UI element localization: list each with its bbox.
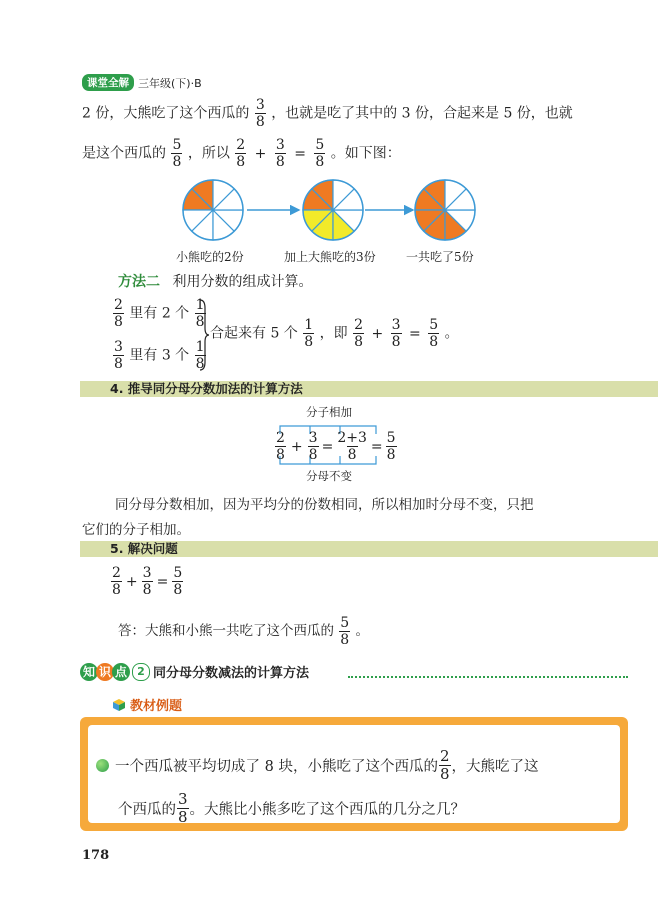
composition-combined: 合起来有 5 个 $\frac{1}{8}$ ，即 $\frac{2}{8}$ + $\frac{3}{8}$ = $\frac{5}{8}$ 。 xyxy=(210,317,459,350)
composition-row-1: $\frac{2}{8}$ 里有 2 个 $\frac{1}{8}$ xyxy=(114,297,205,330)
kp-badge-shi: 识 xyxy=(96,663,114,681)
pie-total xyxy=(415,180,475,240)
header-badge: 课堂全解 xyxy=(82,74,134,91)
knowledge-point-2-header xyxy=(80,660,628,684)
example-label: 教材例题 xyxy=(130,699,183,714)
example-problem-box xyxy=(80,717,628,831)
pie-bear-small xyxy=(183,180,243,240)
answer-line: 答：大熊和小熊一共吃了这个西瓜的 $\frac{5}{8}$ 。 xyxy=(118,615,370,648)
kp-badge-zhi: 知 xyxy=(80,663,98,681)
kp-title: 同分母分数减法的计算方法 xyxy=(153,666,310,681)
header-grade: 三年级(下)·B xyxy=(138,76,202,90)
para1-line2: 是这个西瓜的 $\frac{5}{8}$ ，所以 $\frac{2}{8}$ + $\frac{3}{8}$ = $\frac{5}{8}$ 。如下图： xyxy=(82,137,401,170)
para4-line1: 同分母分数相加，因为平均分的份数相同，所以相加时分母不变，只把 xyxy=(115,497,534,513)
example-problem-inner xyxy=(88,725,620,826)
problem-bullet-icon xyxy=(96,759,109,772)
kp-number: 2 xyxy=(132,663,150,681)
section-4-header xyxy=(80,381,658,397)
page-number: 178 xyxy=(82,848,110,863)
problem-line2: 个西瓜的 $\frac{3}{8}$ 。大熊比小熊多吃了这个西瓜的几分之几？ xyxy=(118,790,466,826)
watermelon-pie-diagram xyxy=(175,178,515,242)
cube-icon xyxy=(112,698,126,712)
method2-text: 利用分数的组成计算。 xyxy=(172,274,313,290)
example-label-row xyxy=(112,695,182,714)
pie-caption-1: 小熊吃的2份 xyxy=(176,250,244,264)
para1-line1: 2 份，大熊吃了这个西瓜的 $\frac{3}{8}$ ，也就是吃了其中的 3 份，合起来是 5 份，也就 xyxy=(82,97,573,130)
composition-row-2: $\frac{3}{8}$ 里有 3 个 $\frac{1}{8}$ xyxy=(114,339,205,372)
diagram-top-label: 分子相加 xyxy=(306,405,352,419)
diagram-formula: $\frac{2}{8}$ + $\frac{3}{8}$ = $\frac{2+3}{8}$ = $\frac{5}{8}$ xyxy=(276,430,396,463)
kp-dotted-line xyxy=(348,676,628,678)
method2-label: 方法二 xyxy=(118,274,160,290)
brace xyxy=(198,298,210,372)
solution-equation: $\frac{2}{8}$ + $\frac{3}{8}$ = $\frac{5}{8}$ xyxy=(112,565,183,598)
pie-bear-plus-big xyxy=(303,180,363,240)
fraction-5-8: $\frac{5}{8}$ xyxy=(172,137,182,170)
fraction-3-8: $\frac{3}{8}$ xyxy=(255,97,265,130)
pie-caption-2: 加上大熊吃的3份 xyxy=(284,250,376,264)
para4-line2: 它们的分子相加。 xyxy=(82,522,190,538)
page-header xyxy=(82,74,202,91)
pie-caption-3: 一共吃了5份 xyxy=(406,250,474,264)
section-5-header xyxy=(80,541,658,557)
section-5-title: 5. 解决问题 xyxy=(110,541,178,556)
formula-diagram xyxy=(270,404,396,484)
diagram-bottom-label: 分母不变 xyxy=(306,469,352,483)
section-4-title: 4. 推导同分母分数加法的计算方法 xyxy=(110,381,303,396)
method2-line xyxy=(118,271,312,291)
problem-line1: 一个西瓜被平均切成了 8 块，小熊吃了这个西瓜的 $\frac{2}{8}$ ，大熊吃了这 xyxy=(96,749,539,782)
kp-badge-dian: 点 xyxy=(112,663,130,681)
